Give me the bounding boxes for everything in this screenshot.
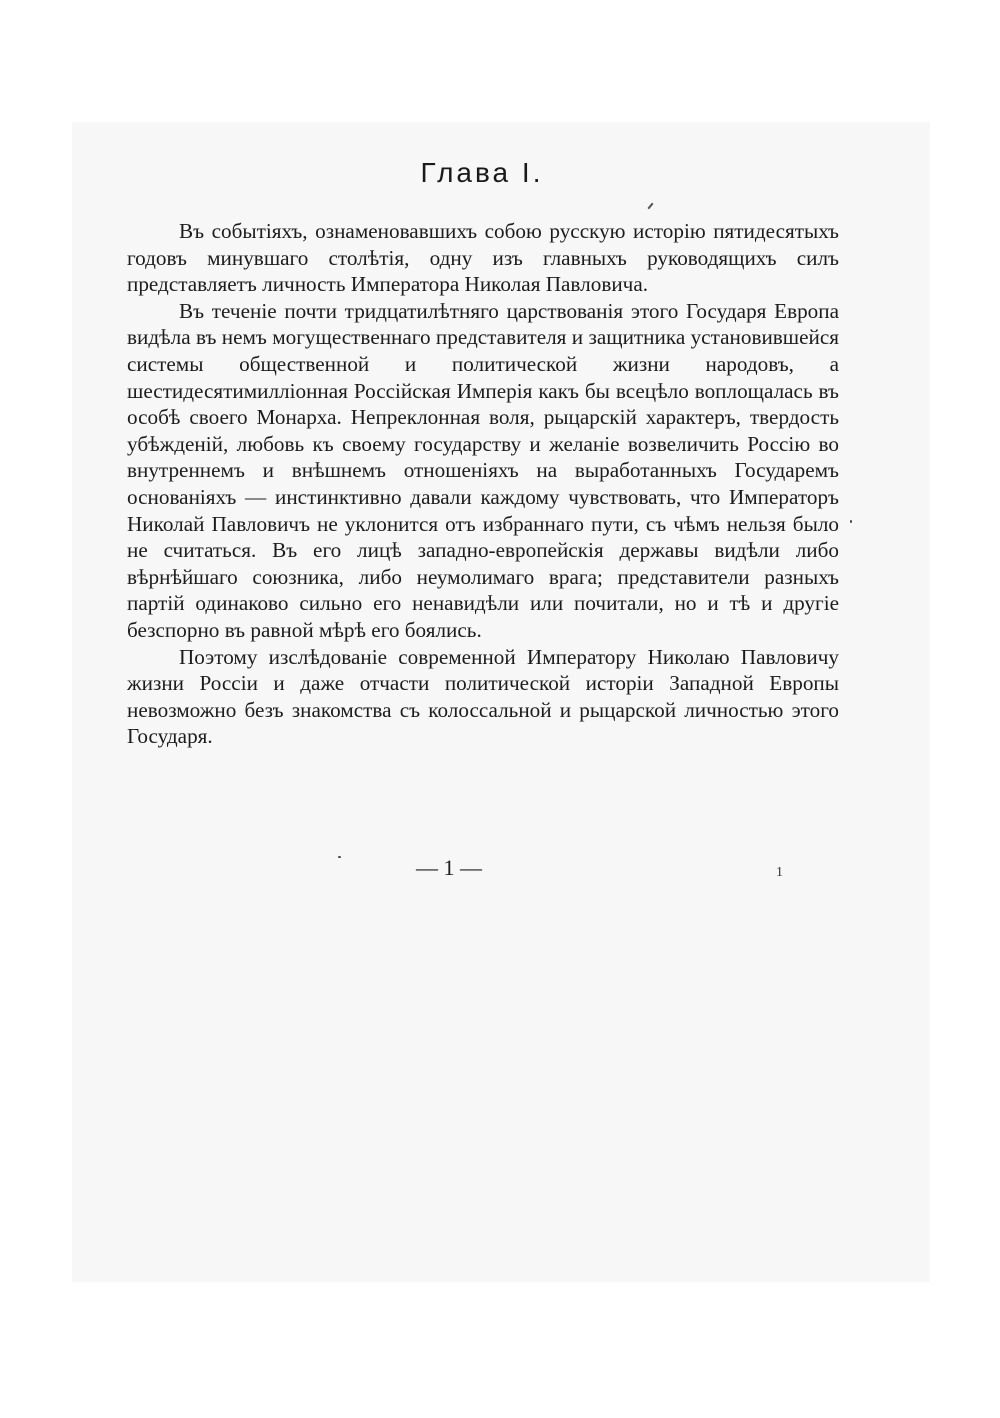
ink-speck — [338, 856, 341, 858]
chapter-body — [127, 218, 839, 750]
paragraph-2: Въ теченіе почти тридцатилѣтняго царствованія этого Государя Европа видѣла въ немъ могущественнаго представителя и защитника установившейся системы общественной и политической жизни народовъ, а шестидесятимилліонная Россійская Имперія какъ бы всецѣло воплощалась въ особѣ своего Монарха. Непреклонная воля, рыцарскій характеръ, твердость убѣжденій, любовь къ своему государству и желаніе возвеличить Россію во внутреннемъ и внѣшнемъ отношеніяхъ на выработанныхъ Государемъ основаніяхъ — инстинктивно давали каждому чувствовать, что Императоръ Николай Павловичъ не уклонится отъ избраннаго пути, съ чѣмъ нельзя было не считаться. Въ его лицѣ западно-европейскія державы видѣли либо вѣрнѣйшаго союзника, либо неумолимаго врага; представители разныхъ партій одинаково сильно его ненавидѣли или почитали, но и тѣ и другіе безспорно въ равной мѣрѣ его боялись. — [127, 298, 839, 642]
paragraph-1: Въ событіяхъ, ознаменовавшихъ собою русскую исторію пятидесятыхъ годовъ минувшаго столѣтія, одну изъ главныхъ руководящихъ силъ представляетъ личность Императора Николая Павловича. — [127, 219, 839, 297]
page-number: — 1 — — [416, 855, 482, 880]
corner-mark: 1 — [776, 865, 783, 880]
chapter-title: Глава I. — [420, 157, 544, 188]
paragraph-3: Поэтому изслѣдованіе современной Императору Николаю Павловичу жизни Россіи и даже отчасти политической исторіи Западной Европы невозможно безъ знакомства съ колоссальной и рыцарской личностью этого Государя. — [127, 644, 839, 749]
ink-speck — [850, 520, 852, 523]
